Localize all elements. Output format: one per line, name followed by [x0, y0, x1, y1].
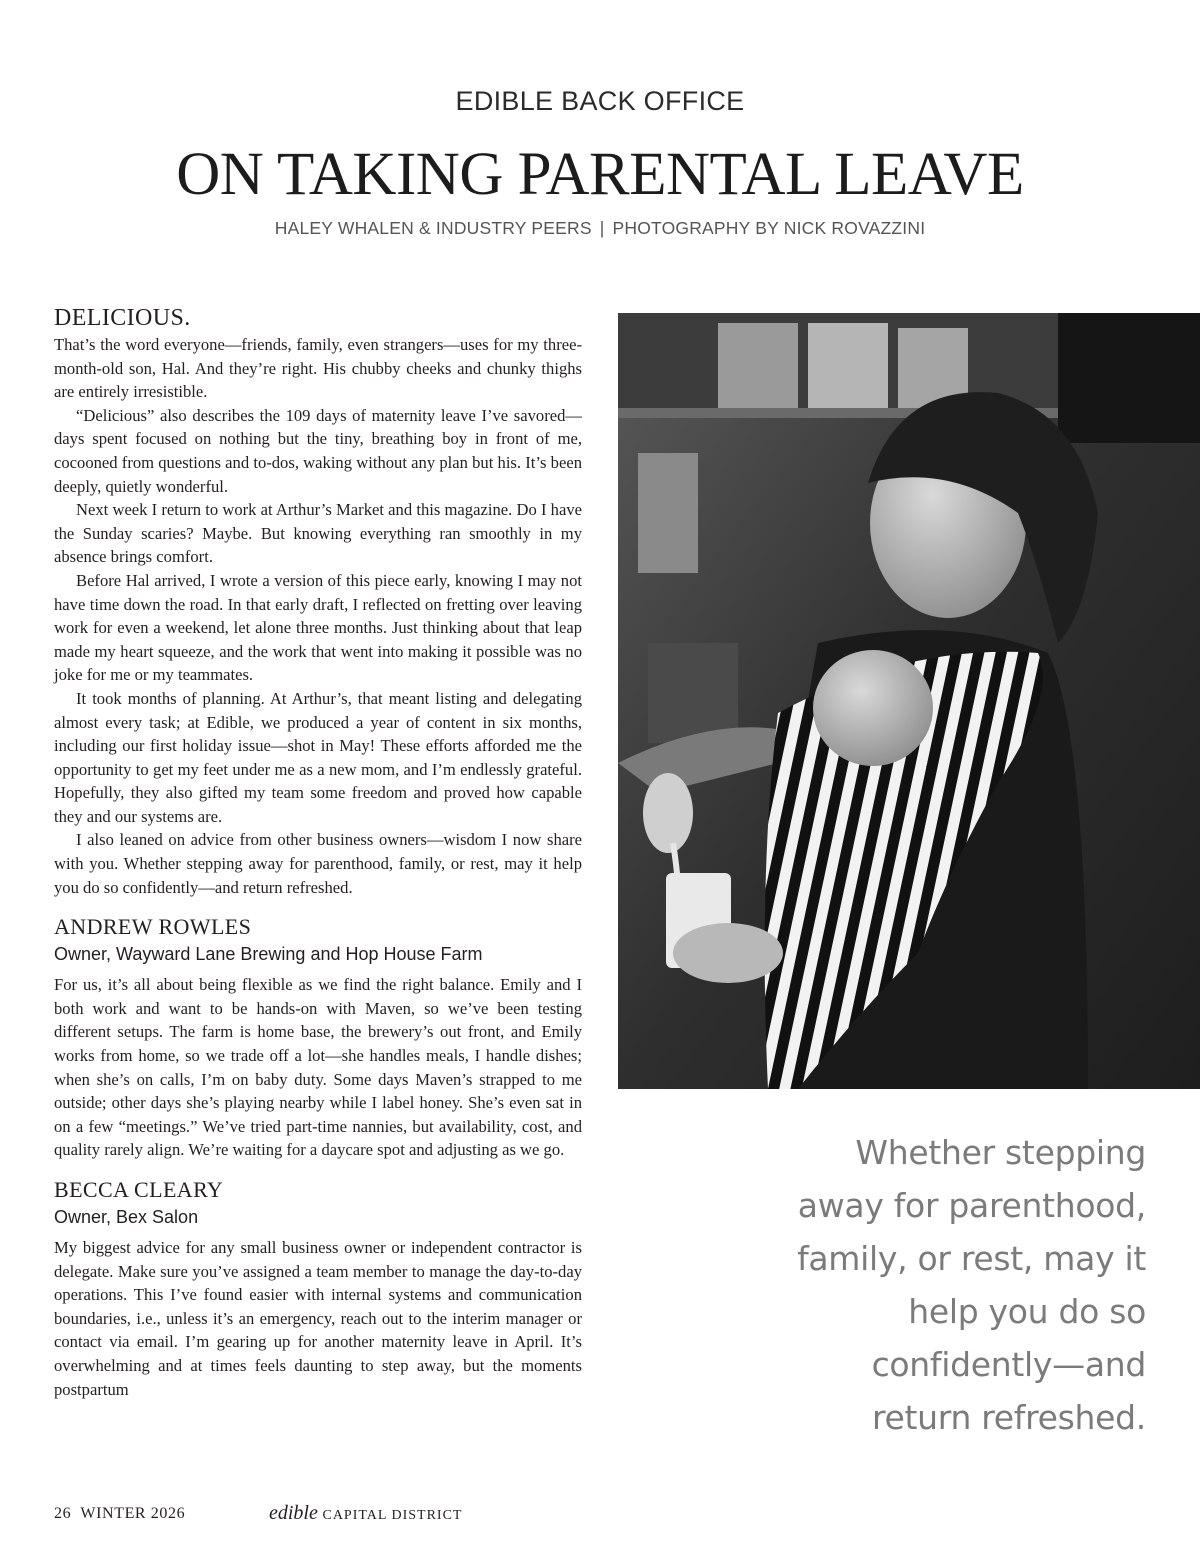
intro-paragraph: That’s the word everyone—friends, family, even strangers—uses for my three-month-old son, Hal. And they’re right. His chubby cheeks and chunky thighs are entirely irresistible.	[54, 335, 582, 402]
peer-role: Owner, Wayward Lane Brewing and Hop House Farm	[54, 944, 483, 965]
article-body	[54, 303, 582, 1401]
intro-heading: DELICIOUS.	[54, 305, 191, 331]
peer-text: For us, it’s all about being flexible as we find the right balance. Emily and I both work and want to be hands-on with Maven, so we’ve been testing different setups. The farm is home base, the brewery’s out front, and Emily works from home, so we trade off a lot—she handles meals, I handle dishes; when she’s on calls, I’m on baby duty. Some days Maven’s strapped to me outside; other days she’s playing nearby while I label honey. She’s even sat in on a few “meetings.” We’ve tried part-time nannies, but availability, cost, and quality rarely align. We’re waiting for a daycare spot and adjusting as we go.	[54, 975, 582, 1160]
peer-role: Owner, Bex Salon	[54, 1207, 199, 1227]
intro-paragraph: It took months of planning. At Arthur’s, that meant listing and delegating almost every task; at Edible, we produced a year of content in six months, including our first holiday issue—shot in May! These efforts afforded me the opportunity to get my feet under me as a new mom, and I’m endlessly grateful. Hopefully, they also gifted my team some freedom and proved how capable they and our systems are.	[54, 688, 582, 826]
feature-photo	[618, 313, 1200, 1089]
peer-text: My biggest advice for any small business owner or independent contractor is delegate. Make sure you’ve assigned a team member to manage the day-to-day operations. This I’ve found easier with internal systems and communication boundaries, i.e., unless it’s an emergency, reach out to the interim manager or contact via email. I’m gearing up for another maternity leave in April. It’s overwhelming and at times feels daunting to step away, but the moments postpartum	[54, 1238, 582, 1399]
intro-paragraph: “Delicious” also describes the 109 days of maternity leave I’ve savored—days spent focused on nothing but the tiny, breathing boy in front of me, cocooned from questions and to-dos, waking without any plan but his. It’s been deeply, quietly wonderful.	[54, 405, 582, 496]
section-label: EDIBLE BACK OFFICE	[455, 86, 745, 116]
peer-section-andrew	[54, 913, 582, 1162]
article-headline: ON TAKING PARENTAL LEAVE	[176, 141, 1024, 208]
page-number: 26	[54, 1505, 72, 1522]
issue-label: WINTER 2026	[80, 1505, 186, 1522]
byline-authors: HALEY WHALEN & INDUSTRY PEERS	[274, 218, 592, 238]
peer-name: BECCA CLEARY	[54, 1177, 224, 1202]
pull-quote: Whether stepping away for parenthood, family, or rest, may it help you do so confidently—and return refreshed.	[797, 1133, 1146, 1437]
feature-photo-illustration	[618, 313, 1200, 1089]
byline	[0, 218, 1200, 239]
intro-paragraph: Next week I return to work at Arthur’s Market and this magazine. Do I have the Sunday scaries? Maybe. But knowing everything ran smoothly in my absence brings comfort.	[54, 500, 582, 567]
brand-rest: CAPITAL DISTRICT	[322, 1508, 463, 1523]
intro-paragraph: I also leaned on advice from other business owners—wisdom I now share with you. Whether stepping away for parenthood, family, or rest, may it help you do so confidently—and return refreshed.	[54, 830, 582, 897]
byline-photo-credit: PHOTOGRAPHY BY NICK ROVAZZINI	[612, 218, 926, 238]
intro-paragraph: Before Hal arrived, I wrote a version of this piece early, knowing I may not have time down the road. In that early draft, I reflected on fretting over leaving work for even a weekend, let alone three months. Just thinking about that leap made my heart squeeze, and the work that went into making it possible was no joke for me or my teammates.	[54, 570, 582, 685]
peer-section-becca	[54, 1176, 582, 1401]
peer-name: ANDREW ROWLES	[54, 914, 252, 940]
brand-italic: edible	[269, 1502, 318, 1524]
byline-separator: |	[599, 218, 605, 238]
magazine-brand	[269, 1502, 462, 1525]
page-footer	[54, 1502, 463, 1524]
